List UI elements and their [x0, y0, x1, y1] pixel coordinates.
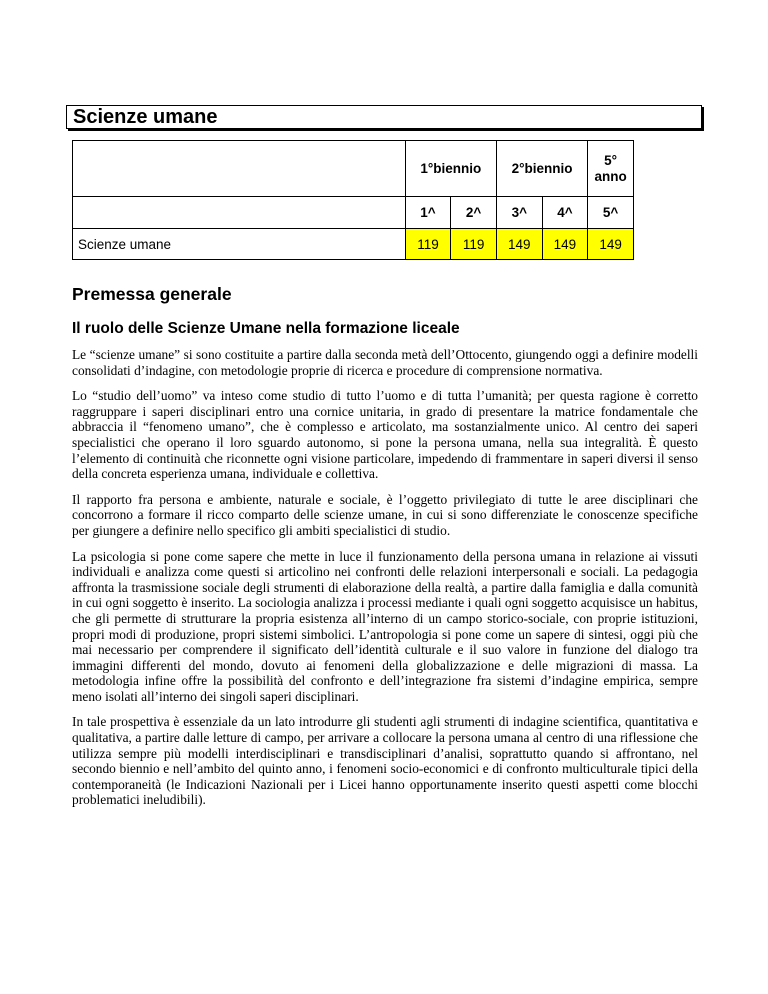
paragraph: La psicologia si pone come sapere che mette in luce il funzionamento della persona umana in relazione ai vissuti individuali e analizza come questi si articolino nei confronti delle relazioni interpersonali e sociali. La pedagogia affronta la trasmissione sociale degli strumenti di elaborazione della realtà, a partire dalla famiglia e dalla comunità in cui ogni soggetto è inserito. La sociologia analizza i processi mediante i quali ogni soggetto acquisisce un habitus, che gli permette di strutturare la propria esistenza all’interno di un campo storico-sociale, con proprie istituzioni, propri modi di produzione, propri sistemi simbolici. L’antropologia si pone come un sapere di sintesi, oggi più che mai necessario per comprendere il significato dell’identità culturale e il suo valore in funzione del dialogo tra immagini differenti del mondo, dovuto ai fenomeni della globalizzazione e delle migrazioni di massa. La metodologia infine offre la possibilità del confronto e dell’integrazione fra sistemi d’indagine empirica, sempre meno isolati all’interno dei singoli saperi disciplinari.	[72, 548, 698, 704]
table-header-row	[73, 141, 634, 197]
hours-cell: 149	[588, 229, 634, 260]
paragraph: Il rapporto fra persona e ambiente, naturale e sociale, è l’oggetto privilegiato di tutte le aree disciplinari che concorrono a formare il ricco comparto delle scienze umane, in cui si sono differenziate le conoscenze specifiche per giungere a definire nello specifico gli ambiti specialistici di studio.	[72, 491, 698, 538]
year-cell: 4^	[542, 197, 588, 229]
header-biennio-2: 2°biennio	[496, 141, 587, 197]
year-cell: 2^	[451, 197, 497, 229]
table-empty-cell	[73, 197, 406, 229]
table-years-row	[73, 197, 634, 229]
header-quinto-anno: 5° anno	[588, 141, 634, 197]
hours-table	[72, 140, 634, 260]
section-title: Premessa generale	[72, 284, 232, 304]
table-corner-cell	[73, 141, 406, 197]
hours-cell: 119	[451, 229, 497, 260]
hours-cell: 149	[496, 229, 542, 260]
hours-cell: 119	[405, 229, 451, 260]
year-cell: 3^	[496, 197, 542, 229]
paragraph: In tale prospettiva è essenziale da un lato introdurre gli studenti agli strumenti di indagine scientifica, quantitativa e qualitativa, a partire dalle letture di campo, per arrivare a collocare la persona umana al centro di una riflessione che utilizza sempre più modelli interdisciplinari e transdisciplinari d’analisi, soprattutto quando si affrontano, nel secondo biennio e nell’ambito del quinto anno, i fenomeni socio-economici e di confronto multiculturale tipici della contemporaneità (le Indicazioni Nazionali per i Licei hanno opportunamente inserito questi aspetti come blocchi problematici ineludibili).	[72, 714, 698, 808]
paragraph: Lo “studio dell’uomo” va inteso come studio di tutto l’uomo e di tutta l’umanità; per questa ragione è corretto raggruppare i saperi disciplinari entro una cornice unitaria, in grado di presentare la matrice fondamentale che abbraccia il “fenomeno umano”, che è complesso e articolato, ma sostanzialmente unico. Al centro dei saperi specialistici che operano il loro sguardo autonomo, si pone la persona umana, nella sua integralità. È questo l’elemento di continuità che riconnette ogni visione particolare, impedendo di frammentare in saperi diversi il senso della concreta esperienza umana, individuale e collettiva.	[72, 388, 698, 482]
subsection-title: Il ruolo delle Scienze Umane nella formazione liceale	[72, 320, 460, 337]
title-box	[66, 105, 702, 129]
table-row	[73, 229, 634, 260]
body-text	[72, 347, 698, 818]
year-cell: 5^	[588, 197, 634, 229]
paragraph: Le “scienze umane” si sono costituite a partire dalla seconda metà dell’Ottocento, giungendo oggi a definire modelli consolidati d’indagine, con metodologie proprie di ricerca e procedure di comprensione normativa.	[72, 347, 698, 378]
year-cell: 1^	[405, 197, 451, 229]
page-title: Scienze umane	[73, 106, 218, 128]
hours-cell: 149	[542, 229, 588, 260]
subject-label: Scienze umane	[73, 229, 406, 260]
header-biennio-1: 1°biennio	[405, 141, 496, 197]
